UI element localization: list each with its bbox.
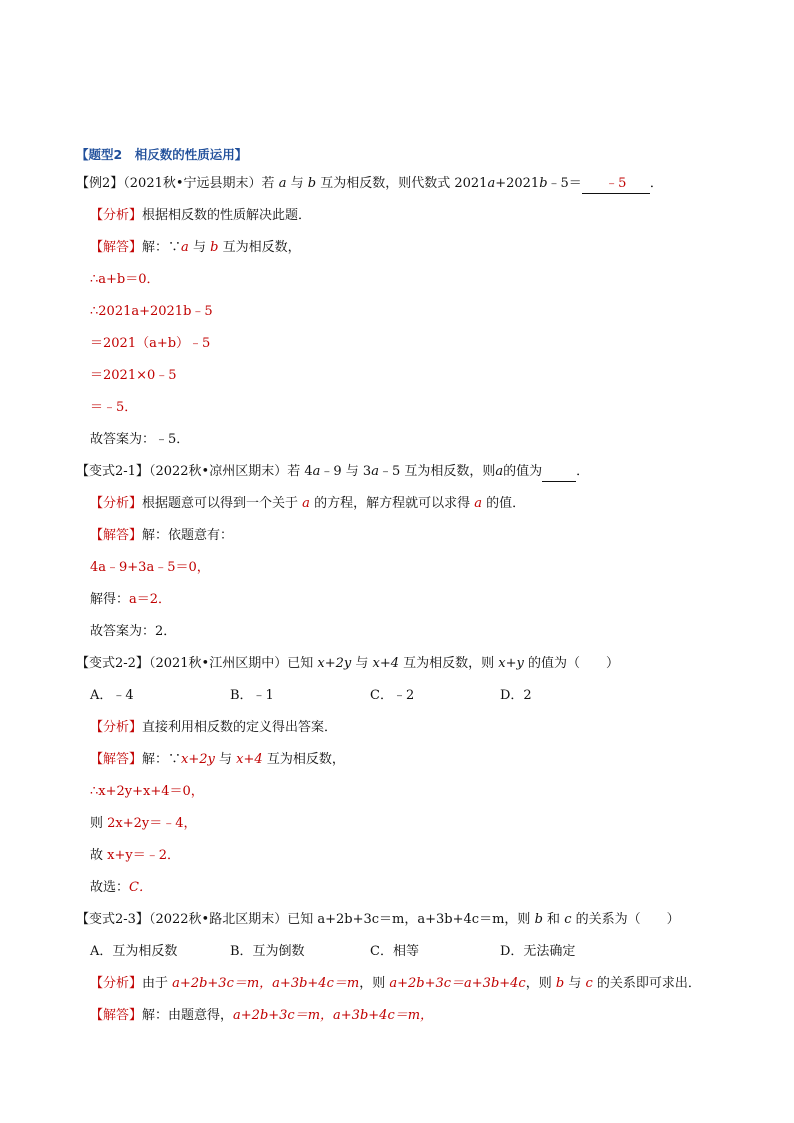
solution-tag: 【解答】: [90, 752, 143, 767]
text: 已知: [287, 912, 314, 927]
step: ＝﹣5．: [90, 400, 138, 415]
final-choice: C．: [129, 880, 152, 895]
text: 的方程，解方程就可以求得: [314, 496, 471, 511]
variant-label: 【变式2-2】: [76, 656, 149, 671]
option-c[interactable]: C．相等: [370, 944, 419, 959]
var: b: [555, 976, 565, 991]
text: ﹣9 与 3: [320, 464, 372, 479]
text: 的值为: [503, 464, 543, 479]
step: [90, 847, 180, 865]
final-answer: 故答案为：﹣5．: [90, 432, 190, 447]
option-d[interactable]: D．无法确定: [500, 944, 576, 959]
options-row: [90, 687, 532, 705]
analysis-text: 根据相反数的性质解决此题．: [142, 208, 312, 223]
variant-2-2-analysis: [90, 719, 337, 737]
text: 由于: [142, 976, 169, 991]
analysis-text: 直接利用相反数的定义得出答案．: [142, 720, 338, 735]
var: c: [585, 976, 593, 991]
option-a[interactable]: A．﹣4: [90, 688, 134, 703]
section-title: 【题型2 相反数的性质运用】: [76, 147, 248, 162]
text: 互为相反数，: [266, 752, 345, 767]
text: ﹣5＝: [547, 176, 582, 191]
variant-2-2-question: [76, 655, 619, 673]
step: [90, 591, 171, 609]
text: 若: [261, 176, 275, 191]
text: 则: [90, 816, 104, 831]
text: 解：由题意得，: [142, 1008, 234, 1023]
step: 4a﹣9+3a﹣5＝0，: [90, 560, 210, 575]
answer-blank: [542, 463, 576, 482]
var: b: [210, 240, 219, 255]
text: ，则: [525, 976, 552, 991]
analysis-tag: 【分析】: [90, 720, 143, 735]
text: ．: [576, 464, 590, 479]
text: 和: [547, 912, 561, 927]
variant-2-1-solution: [90, 527, 233, 545]
variant-2-1-question: [76, 463, 589, 482]
var: a: [495, 464, 504, 479]
text: 互为相反数，则代数式 2021: [320, 176, 488, 191]
text: 解：∵: [142, 240, 182, 255]
solution-tag: 【解答】: [90, 240, 143, 255]
step: ∴2021a+2021b﹣5: [90, 304, 213, 319]
text: 已知: [287, 656, 314, 671]
step: ＝2021×0﹣5: [90, 368, 177, 383]
option-b[interactable]: B．﹣1: [230, 688, 274, 703]
solution-tag: 【解答】: [90, 1008, 143, 1023]
text: 的值为（ ）: [528, 656, 620, 671]
analysis-tag: 【分析】: [90, 496, 143, 511]
text: ，: [404, 912, 418, 927]
text: 互为相反数，: [222, 240, 301, 255]
expr: x+4: [372, 656, 399, 671]
variant-2-1-analysis: [90, 495, 525, 513]
variant-2-3-analysis: [90, 975, 701, 993]
variant-2-3-solution: [90, 1007, 433, 1025]
text: 与: [219, 752, 233, 767]
example-2-question: [76, 175, 663, 194]
text: 与: [355, 656, 369, 671]
option-a[interactable]: A．互为相反数: [90, 944, 178, 959]
expr: a+2b+3c＝m，a+3b+4c＝m: [172, 976, 360, 991]
variant-label: 【变式2-1】: [76, 464, 149, 479]
text: 故: [90, 848, 104, 863]
text: 互为相反数，则: [403, 656, 495, 671]
source: （2022秋•路北区期末）: [148, 912, 288, 927]
expr: x+4: [236, 752, 263, 767]
step: ∴a+b＝0．: [90, 272, 160, 287]
example-2-analysis: [90, 207, 311, 225]
var: a: [312, 464, 321, 479]
variant-2-2-solution: [90, 751, 345, 769]
text: 与: [192, 240, 206, 255]
text: 若 4: [287, 464, 313, 479]
text: 故选：: [90, 880, 130, 895]
var: c: [564, 912, 572, 927]
answer-blank: ﹣5: [582, 175, 650, 194]
expr: x+2y: [181, 752, 215, 767]
text: ﹣5 互为相反数，则: [378, 464, 496, 479]
analysis-tag: 【分析】: [90, 208, 143, 223]
text: 解：∵: [142, 752, 182, 767]
text: 的关系为（ ）: [575, 912, 680, 927]
text: 解：依题意有：: [142, 528, 234, 543]
var: a: [487, 176, 496, 191]
expr: a+2b+3c＝m: [317, 912, 405, 927]
step: [90, 815, 197, 833]
option-c[interactable]: C．﹣2: [370, 688, 415, 703]
var: a: [474, 496, 482, 511]
analysis-tag: 【分析】: [90, 976, 143, 991]
math-step: 2x+2y＝﹣4，: [107, 816, 197, 831]
text: 解得：: [90, 592, 130, 607]
text: +2021: [495, 176, 540, 191]
variant-label: 【变式2-3】: [76, 912, 149, 927]
var: a: [302, 496, 310, 511]
math-step: x+y＝﹣2．: [107, 848, 180, 863]
step: ＝2021（a+b）﹣5: [90, 336, 211, 351]
option-d[interactable]: D．2: [500, 688, 532, 703]
expr: a+2b+3c＝a+3b+4c: [389, 976, 526, 991]
options-row: [90, 943, 575, 961]
example-label: 【例2】: [76, 176, 124, 191]
text: 根据题意可以得到一个关于: [142, 496, 299, 511]
var: b: [307, 176, 317, 191]
text: ．: [649, 176, 663, 191]
text: 的值．: [486, 496, 526, 511]
expr: a+2b+3c＝m，a+3b+4c＝m，: [233, 1008, 434, 1023]
var: a: [181, 240, 189, 255]
final-answer: 故答案为：2．: [90, 624, 177, 639]
text: 与: [290, 176, 304, 191]
expr: a+3b+4c＝m: [417, 912, 505, 927]
text: ，则: [359, 976, 386, 991]
var: a: [371, 464, 379, 479]
variant-2-3-question: [76, 911, 680, 929]
var: a: [278, 176, 287, 191]
source: （2022秋•凉州区期末）: [148, 464, 288, 479]
text: 的关系即可求出．: [596, 976, 701, 991]
solution-tag: 【解答】: [90, 528, 143, 543]
text: ，则: [504, 912, 531, 927]
var: b: [534, 912, 543, 927]
expr: x+2y: [317, 656, 352, 671]
source: （2021秋•宁远县期末）: [123, 176, 262, 191]
option-b[interactable]: B．互为倒数: [230, 944, 305, 959]
text: 与: [568, 976, 582, 991]
expr: x+y: [498, 656, 524, 671]
final-answer: [90, 879, 152, 897]
example-2-solution: [90, 239, 301, 257]
var: b: [539, 176, 548, 191]
source: （2021秋•江州区期中）: [148, 656, 288, 671]
math-step: a＝2．: [129, 592, 172, 607]
step: ∴x+2y+x+4＝0，: [90, 784, 204, 799]
